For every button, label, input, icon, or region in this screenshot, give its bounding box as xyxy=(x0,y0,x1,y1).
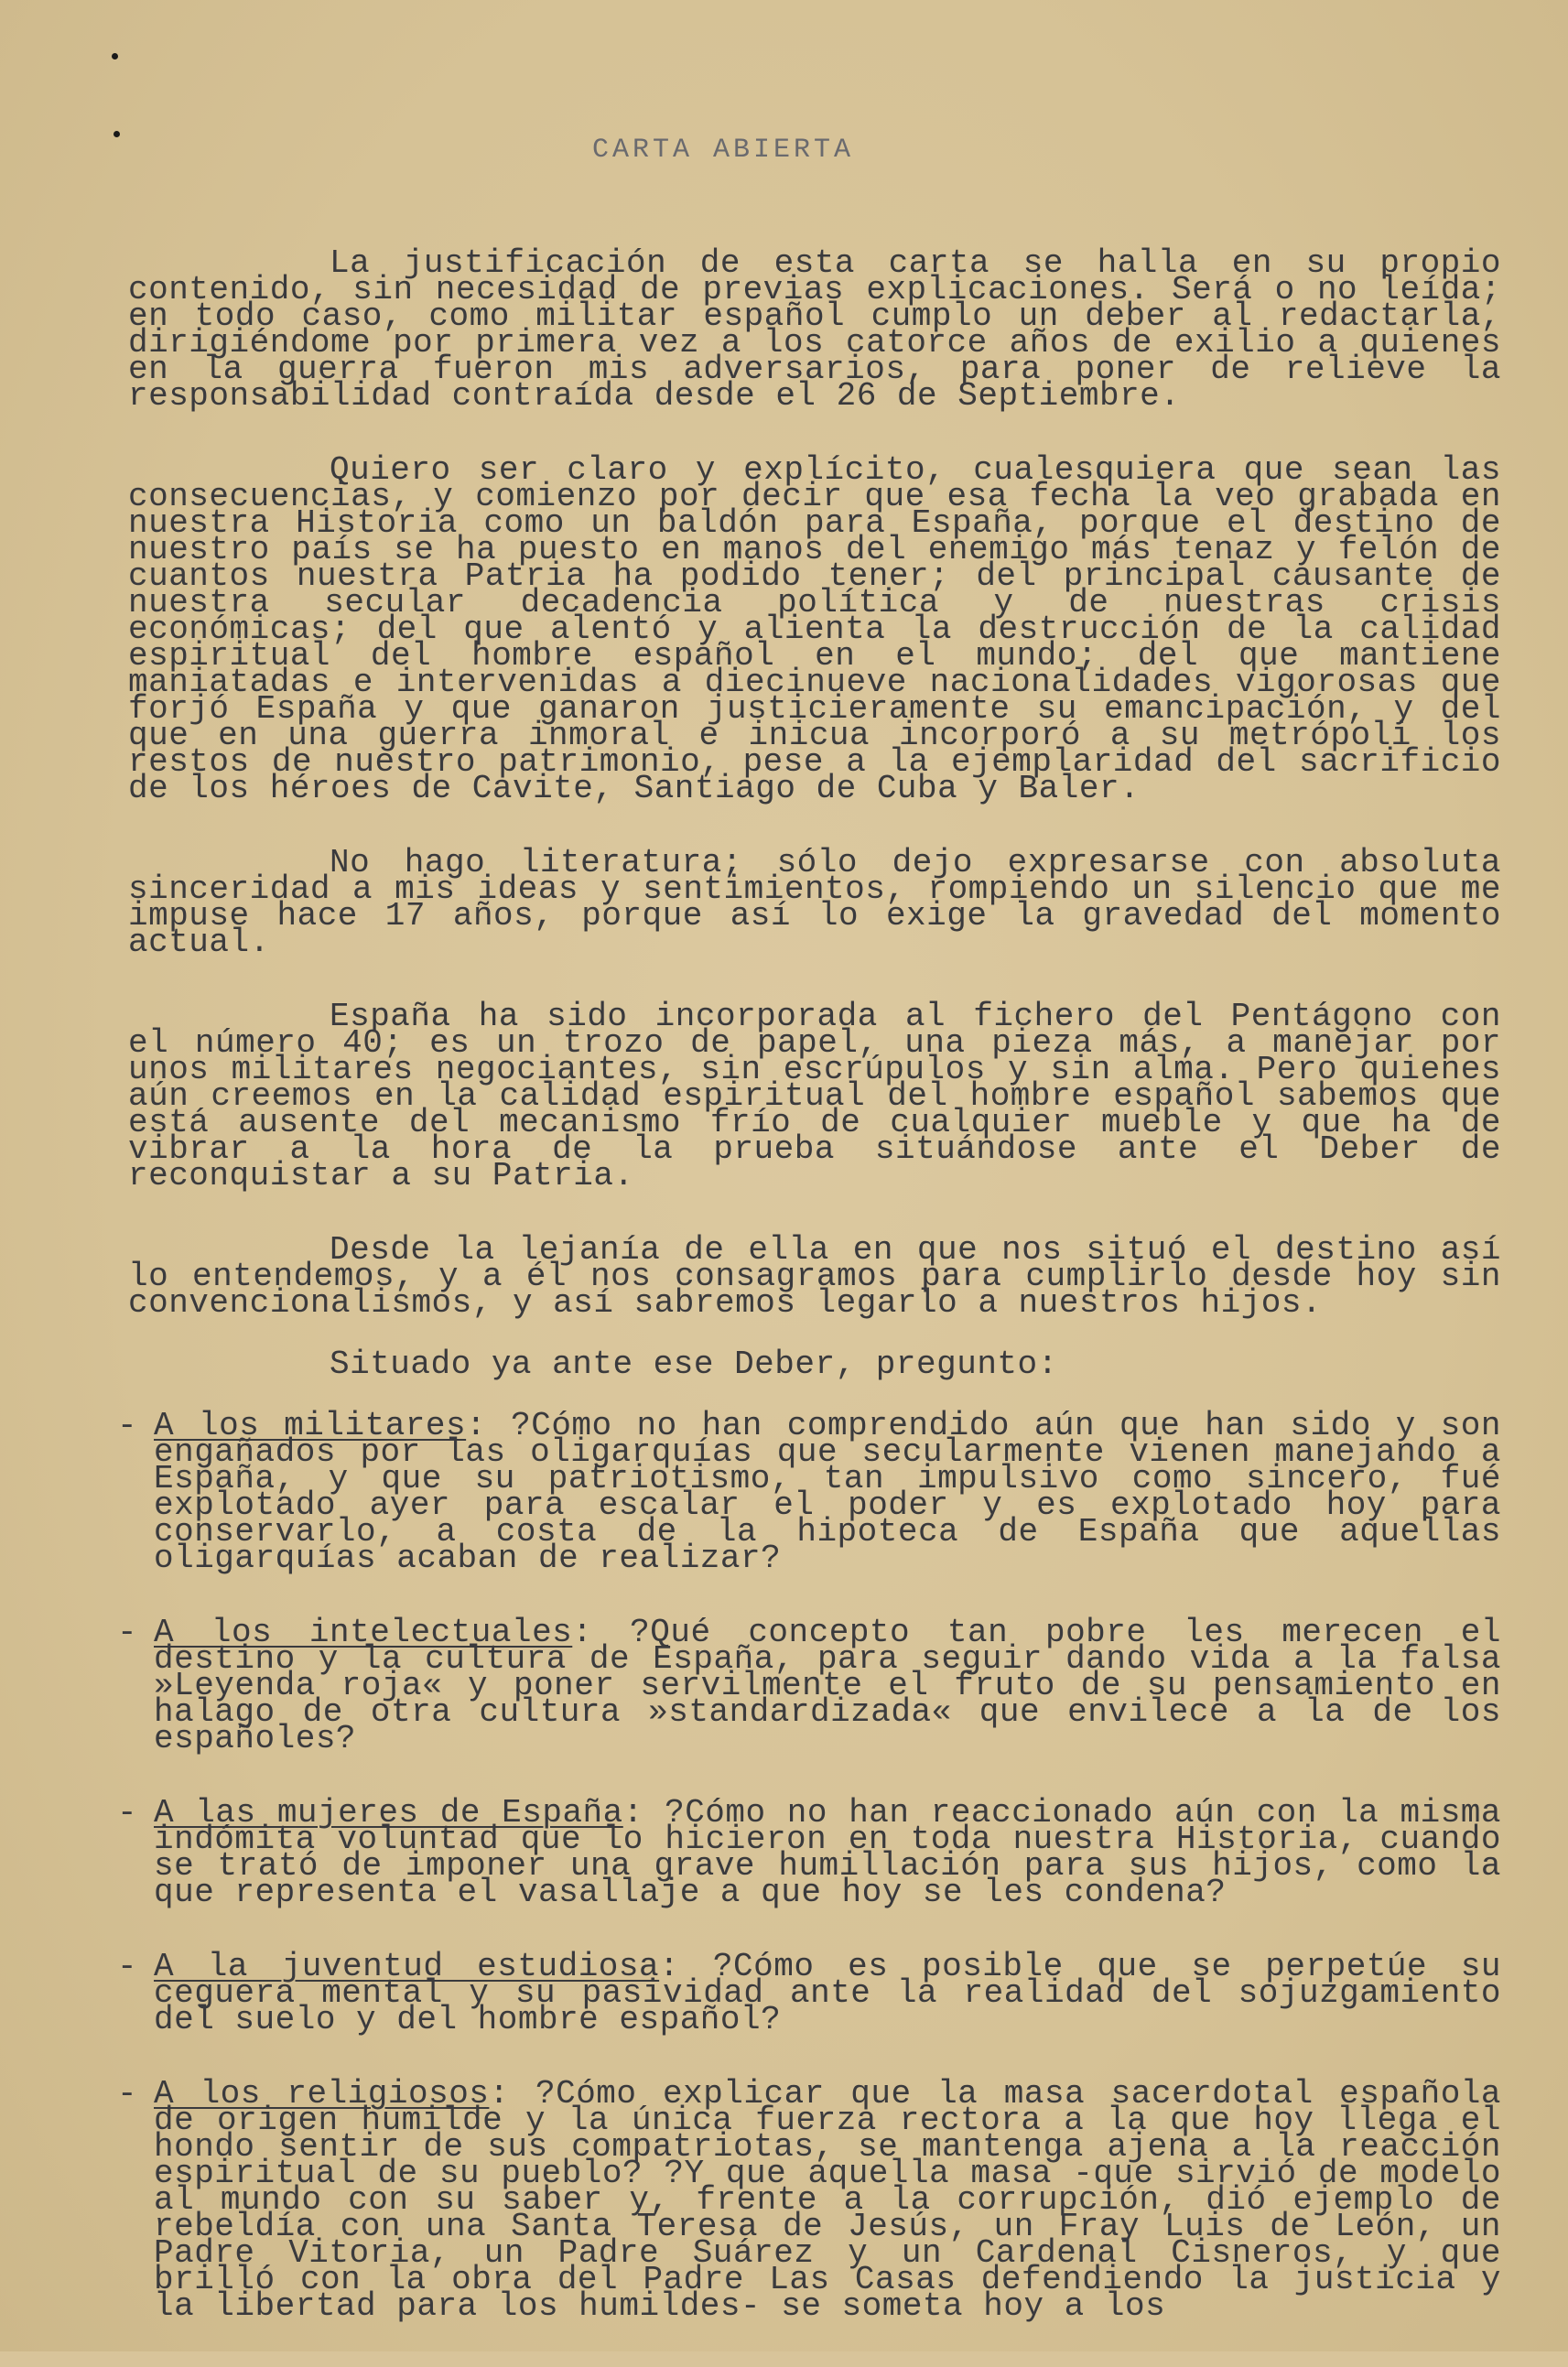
addressee: A los militares xyxy=(154,1407,467,1444)
question-text: : ?Cómo no han reaccionado aún con la misma indómita voluntad que lo hicieron en toda nuestra Historia, cuando se trató de imponer una grave humillación para sus hijos, como la que representa el vasallaje a que hoy se les condena? xyxy=(154,1794,1502,1911)
paragraph: La justificación de esta carta se halla en su propio contenido, sin necesidad de previas explicaciones. Será o no leída; en todo caso, como militar español cumplo un deber al redactarla, dirigiéndome por primera vez a los catorce años de exilio a quienes en la guerra fueron mis adversarios, para poner de relieve la responsabilidad contraída desde el 26 de Septiembre. xyxy=(128,244,1501,415)
paragraph: Desde la lejanía de ella en que nos situó el destino así lo entendemos, y a él nos consagramos para cumplirlo desde hoy sin convencionalismos, y así sabremos legarlo a nuestros hijos. xyxy=(128,1231,1501,1322)
question-text: : ?Cómo es posible que se perpetúe su ceguera mental y su pasividad ante la realidad del sojuzgamiento del suelo y del hombre español? xyxy=(154,1948,1501,2038)
ink-mark xyxy=(112,53,118,59)
addressee: A los religiosos xyxy=(154,2075,490,2113)
addressee: A la juventud estudiosa xyxy=(154,1948,660,1985)
paragraph: Quiero ser claro y explícito, cualesquiera que sean las consecuencias, y comienzo por decir que esa fecha la veo grabada en nuestra Historia como un baldón para España, porque el destino de nuestro país se ha puesto en manos del enemigo más tenaz y felón de cuantos nuestra Patria ha podido tener; del principal causante de nuestra secular decadencia política y de nuestras crisis económicas; del que alentó y alienta la destrucción de la calidad espiritual del hombre español en el mundo; del que mantiene maniatadas e intervenidas a diecinueve nacionalidades vigorosas que forjó España y que ganaron justicieramente su emancipación, y del que en una guerra inmoral e inicua incorporó a su metrópoli los restos de nuestro patrimonio, pese a la ejemplaridad del sacrificio de los héroes de Cavite, Santiago de Cuba y Baler. xyxy=(128,451,1501,807)
dash-bullet: - xyxy=(117,1614,138,1651)
dash-bullet: - xyxy=(117,1407,138,1444)
letter-page xyxy=(117,135,1502,2367)
question-text: : ?Cómo no han comprendido aún que han sido y son engañados por las oligarquías que secularmente vienen manejando a España, y que su patriotismo, tan impulsivo como sincero, fué explotado ayer para escalar el poder y es explotado hoy para conservarlo, a costa de la hipoteca de España que aquellas oligarquías acaban de realizar? xyxy=(154,1407,1501,1577)
paragraph: No hago literatura; sólo dejo expresarse con absoluta sinceridad a mis ideas y sentimientos, rompiendo un silencio que me impuse hace 17 años, porque así lo exige la gravedad del momento actual. xyxy=(128,844,1501,961)
addressee: A los intelectuales xyxy=(154,1614,573,1651)
letter-title: CARTA ABIERTA xyxy=(591,135,855,166)
question-item xyxy=(117,1948,1501,2038)
question-text: : ?Cómo explicar que la masa sacerdotal española de origen humilde y la única fuerza rectora a la que hoy llega el hondo sentir de sus compatriotas, se mantenga ajena a la reacción espiritual de su pueblo? ?Y que aquella masa -que sirvió de modelo al mundo con su saber y, frente a la corrupción, dió ejemplo de rebeldía con una Santa Teresa de Jesús, un Fray Luis de León, un Padre Vitoria, un Padre Suárez y un Cardenal Cisneros, y que brilló con la obra del Padre Las Casas defendiendo la justicia y la libertad para los humildes- se someta hoy a los xyxy=(154,2075,1501,2325)
question-item xyxy=(117,1407,1501,1577)
question-body xyxy=(154,1794,1502,1911)
question-body xyxy=(154,1614,1502,1757)
question-body xyxy=(154,1948,1501,2038)
dash-bullet: - xyxy=(117,1948,138,1985)
question-body xyxy=(154,2075,1501,2325)
question-item xyxy=(117,1794,1502,1911)
question-item xyxy=(117,1614,1502,1757)
dash-bullet: - xyxy=(117,2075,138,2113)
ink-mark xyxy=(114,131,120,137)
question-item xyxy=(117,2075,1501,2325)
paragraph: España ha sido incorporada al fichero del Pentágono con el número 40; es un trozo de papel, una pieza más, a manejar por unos militares negociantes, sin escrúpulos y sin alma. Pero quienes aún creemos en la calidad espiritual del hombre español sabemos que está ausente del mecanismo frío de cualquier mueble y que ha de vibrar a la hora de la prueba situándose ante el Deber de reconquistar a su Patria. xyxy=(128,998,1501,1194)
dash-bullet: - xyxy=(117,1794,138,1832)
addressee: A las mujeres de España xyxy=(154,1794,623,1832)
question-body xyxy=(154,1407,1501,1577)
paragraph: Situado ya ante ese Deber, pregunto: xyxy=(330,1346,1058,1383)
question-text: : ?Qué concepto tan pobre les merecen el destino y la cultura de España, para seguir dando vida a la falsa »Leyenda roja« y poner servilmente el fruto de su pensamiento en halago de otra cultura »standardizada« que envilece a la de los españoles? xyxy=(154,1614,1502,1757)
